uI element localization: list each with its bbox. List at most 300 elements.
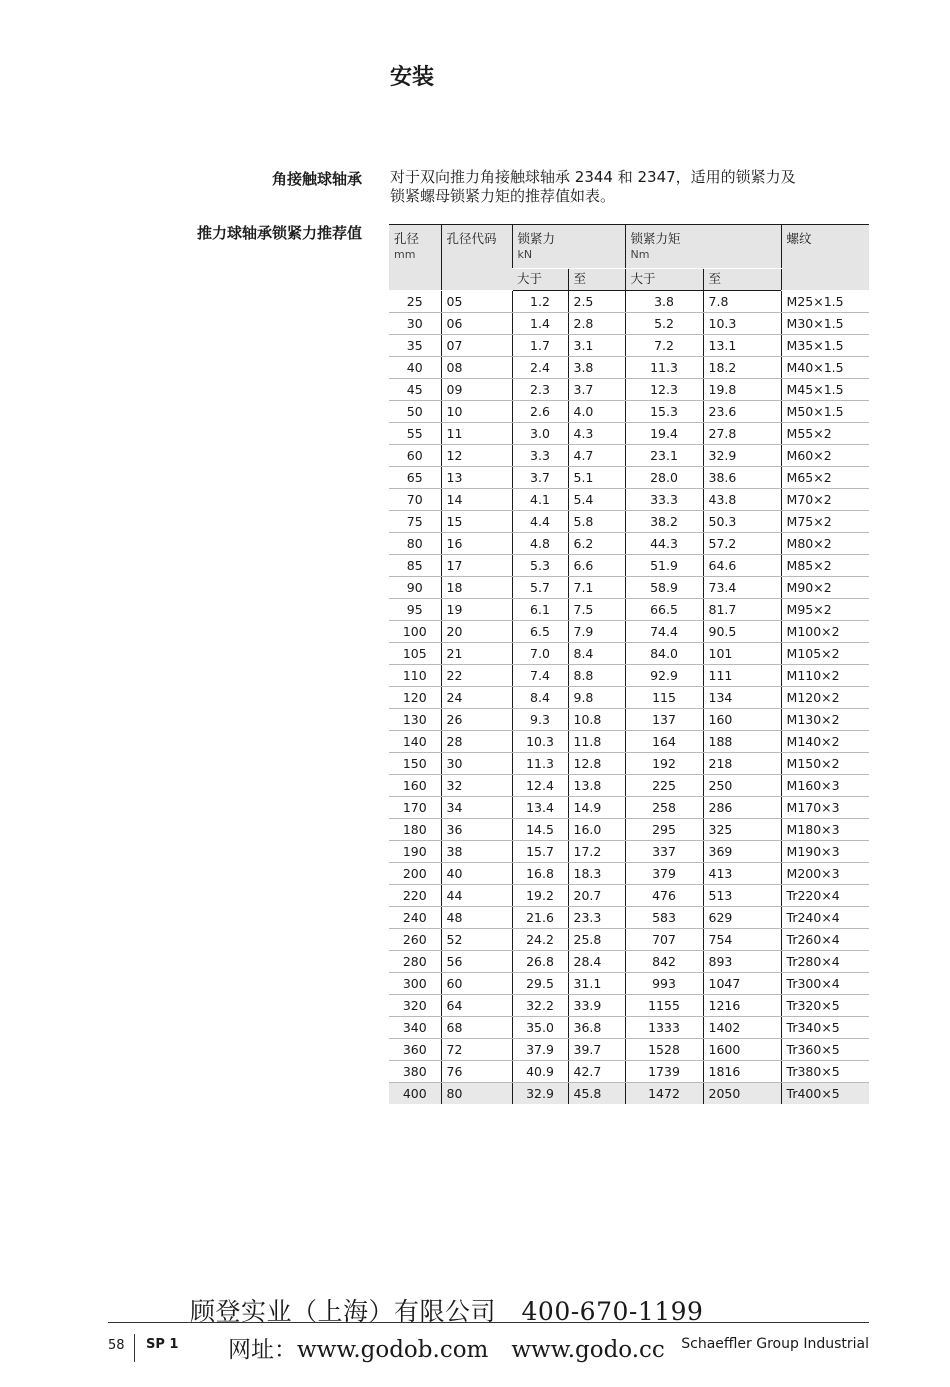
cell-torque-over: 993 bbox=[625, 973, 703, 995]
cell-thread: M35×1.5 bbox=[781, 335, 869, 357]
cell-torque-to: 73.4 bbox=[703, 577, 781, 599]
cell-force-to: 2.8 bbox=[568, 313, 625, 335]
footer-divider bbox=[108, 1322, 869, 1323]
cell-thread: M95×2 bbox=[781, 599, 869, 621]
cell-bore: 75 bbox=[389, 511, 441, 533]
cell-thread: Tr340×5 bbox=[781, 1017, 869, 1039]
cell-force-to: 31.1 bbox=[568, 973, 625, 995]
cell-force-over: 1.7 bbox=[512, 335, 568, 357]
cell-torque-over: 38.2 bbox=[625, 511, 703, 533]
cell-bore: 50 bbox=[389, 401, 441, 423]
cell-force-to: 23.3 bbox=[568, 907, 625, 929]
cell-force-over: 35.0 bbox=[512, 1017, 568, 1039]
cell-thread: M30×1.5 bbox=[781, 313, 869, 335]
table-body bbox=[389, 291, 869, 1105]
cell-bore-code: 26 bbox=[441, 709, 512, 731]
cell-torque-to: 32.9 bbox=[703, 445, 781, 467]
cell-force-over: 21.6 bbox=[512, 907, 568, 929]
cell-torque-over: 842 bbox=[625, 951, 703, 973]
cell-torque-to: 1216 bbox=[703, 995, 781, 1017]
cell-thread: M200×3 bbox=[781, 863, 869, 885]
cell-thread: M50×1.5 bbox=[781, 401, 869, 423]
cell-bore-code: 72 bbox=[441, 1039, 512, 1061]
cell-torque-to: 413 bbox=[703, 863, 781, 885]
cell-bore: 200 bbox=[389, 863, 441, 885]
cell-force-over: 7.4 bbox=[512, 665, 568, 687]
cell-torque-over: 164 bbox=[625, 731, 703, 753]
cell-force-over: 5.3 bbox=[512, 555, 568, 577]
cell-force-to: 18.3 bbox=[568, 863, 625, 885]
cell-torque-to: 134 bbox=[703, 687, 781, 709]
cell-force-over: 3.3 bbox=[512, 445, 568, 467]
header-locking-torque bbox=[625, 225, 781, 269]
cell-bore: 240 bbox=[389, 907, 441, 929]
table-row bbox=[389, 1039, 869, 1061]
cell-thread: M150×2 bbox=[781, 753, 869, 775]
table-row bbox=[389, 1017, 869, 1039]
cell-torque-to: 1402 bbox=[703, 1017, 781, 1039]
cell-torque-over: 137 bbox=[625, 709, 703, 731]
cell-force-over: 3.0 bbox=[512, 423, 568, 445]
cell-torque-to: 43.8 bbox=[703, 489, 781, 511]
cell-torque-over: 33.3 bbox=[625, 489, 703, 511]
cell-force-over: 9.3 bbox=[512, 709, 568, 731]
cell-force-to: 8.8 bbox=[568, 665, 625, 687]
cell-bore-code: 17 bbox=[441, 555, 512, 577]
cell-torque-to: 19.8 bbox=[703, 379, 781, 401]
cell-force-to: 3.1 bbox=[568, 335, 625, 357]
cell-bore-code: 16 bbox=[441, 533, 512, 555]
cell-force-over: 1.4 bbox=[512, 313, 568, 335]
cell-thread: M80×2 bbox=[781, 533, 869, 555]
cell-bore-code: 14 bbox=[441, 489, 512, 511]
cell-force-to: 13.8 bbox=[568, 775, 625, 797]
cell-bore: 320 bbox=[389, 995, 441, 1017]
cell-force-to: 4.3 bbox=[568, 423, 625, 445]
cell-thread: M60×2 bbox=[781, 445, 869, 467]
cell-bore: 35 bbox=[389, 335, 441, 357]
cell-torque-over: 1472 bbox=[625, 1083, 703, 1105]
cell-force-over: 10.3 bbox=[512, 731, 568, 753]
cell-thread: Tr400×5 bbox=[781, 1083, 869, 1105]
cell-force-over: 14.5 bbox=[512, 819, 568, 841]
cell-torque-to: 2050 bbox=[703, 1083, 781, 1105]
cell-bore: 25 bbox=[389, 291, 441, 313]
cell-force-over: 2.4 bbox=[512, 357, 568, 379]
cell-torque-over: 28.0 bbox=[625, 467, 703, 489]
cell-torque-to: 13.1 bbox=[703, 335, 781, 357]
header-torque-over: 大于 bbox=[625, 269, 703, 291]
cell-bore-code: 21 bbox=[441, 643, 512, 665]
cell-force-to: 39.7 bbox=[568, 1039, 625, 1061]
header-torque-unit: Nm bbox=[630, 248, 650, 261]
cell-thread: M65×2 bbox=[781, 467, 869, 489]
cell-torque-to: 286 bbox=[703, 797, 781, 819]
cell-bore-code: 68 bbox=[441, 1017, 512, 1039]
table-row bbox=[389, 951, 869, 973]
cell-force-over: 16.8 bbox=[512, 863, 568, 885]
table-row bbox=[389, 797, 869, 819]
cell-thread: M160×3 bbox=[781, 775, 869, 797]
section-label-locking-force: 推力球轴承锁紧力推荐值 bbox=[196, 224, 362, 242]
cell-thread: Tr240×4 bbox=[781, 907, 869, 929]
cell-bore-code: 30 bbox=[441, 753, 512, 775]
cell-bore-code: 48 bbox=[441, 907, 512, 929]
cell-bore-code: 38 bbox=[441, 841, 512, 863]
cell-force-over: 5.7 bbox=[512, 577, 568, 599]
cell-thread: M130×2 bbox=[781, 709, 869, 731]
cell-force-to: 6.2 bbox=[568, 533, 625, 555]
header-locking-force bbox=[512, 225, 625, 269]
cell-force-over: 13.4 bbox=[512, 797, 568, 819]
table-row bbox=[389, 973, 869, 995]
series-label: SP 1 bbox=[146, 1337, 179, 1352]
cell-torque-over: 1528 bbox=[625, 1039, 703, 1061]
cell-torque-to: 111 bbox=[703, 665, 781, 687]
table-row bbox=[389, 599, 869, 621]
cell-force-over: 2.6 bbox=[512, 401, 568, 423]
header-bore-label: 孔径 bbox=[394, 231, 420, 246]
cell-bore-code: 52 bbox=[441, 929, 512, 951]
cell-torque-over: 15.3 bbox=[625, 401, 703, 423]
cell-bore-code: 19 bbox=[441, 599, 512, 621]
cell-bore-code: 09 bbox=[441, 379, 512, 401]
cell-torque-over: 92.9 bbox=[625, 665, 703, 687]
cell-bore-code: 06 bbox=[441, 313, 512, 335]
cell-bore-code: 07 bbox=[441, 335, 512, 357]
footer-brand: Schaeffler Group Industrial bbox=[681, 1336, 869, 1352]
header-force-unit: kN bbox=[517, 248, 533, 261]
header-force-label: 锁紧力 bbox=[517, 231, 556, 246]
cell-thread: M110×2 bbox=[781, 665, 869, 687]
cell-torque-over: 23.1 bbox=[625, 445, 703, 467]
cell-thread: Tr300×4 bbox=[781, 973, 869, 995]
cell-bore-code: 56 bbox=[441, 951, 512, 973]
cell-thread: M100×2 bbox=[781, 621, 869, 643]
cell-torque-over: 58.9 bbox=[625, 577, 703, 599]
cell-torque-to: 7.8 bbox=[703, 291, 781, 313]
header-torque-to: 至 bbox=[703, 269, 781, 291]
cell-torque-over: 258 bbox=[625, 797, 703, 819]
table-row bbox=[389, 313, 869, 335]
footer-company: 顾登实业（上海）有限公司 400-670-1199 bbox=[190, 1297, 704, 1326]
cell-bore-code: 05 bbox=[441, 291, 512, 313]
cell-torque-to: 57.2 bbox=[703, 533, 781, 555]
cell-thread: M70×2 bbox=[781, 489, 869, 511]
cell-bore-code: 44 bbox=[441, 885, 512, 907]
header-force-to: 至 bbox=[568, 269, 625, 291]
cell-force-over: 2.3 bbox=[512, 379, 568, 401]
cell-torque-over: 295 bbox=[625, 819, 703, 841]
header-torque-label: 锁紧力矩 bbox=[630, 231, 681, 246]
cell-torque-over: 1155 bbox=[625, 995, 703, 1017]
cell-bore-code: 34 bbox=[441, 797, 512, 819]
cell-force-to: 10.8 bbox=[568, 709, 625, 731]
cell-thread: M25×1.5 bbox=[781, 291, 869, 313]
table-row bbox=[389, 819, 869, 841]
cell-bore-code: 36 bbox=[441, 819, 512, 841]
cell-torque-to: 369 bbox=[703, 841, 781, 863]
cell-force-to: 11.8 bbox=[568, 731, 625, 753]
cell-bore: 220 bbox=[389, 885, 441, 907]
cell-thread: M40×1.5 bbox=[781, 357, 869, 379]
cell-force-over: 4.8 bbox=[512, 533, 568, 555]
intro-paragraph bbox=[390, 168, 860, 206]
cell-force-to: 25.8 bbox=[568, 929, 625, 951]
cell-bore-code: 10 bbox=[441, 401, 512, 423]
table-row bbox=[389, 907, 869, 929]
cell-thread: Tr220×4 bbox=[781, 885, 869, 907]
cell-torque-over: 379 bbox=[625, 863, 703, 885]
cell-bore: 45 bbox=[389, 379, 441, 401]
cell-torque-to: 27.8 bbox=[703, 423, 781, 445]
cell-force-over: 32.9 bbox=[512, 1083, 568, 1105]
table-row bbox=[389, 885, 869, 907]
cell-force-over: 1.2 bbox=[512, 291, 568, 313]
table-row bbox=[389, 1083, 869, 1105]
cell-force-to: 12.8 bbox=[568, 753, 625, 775]
cell-bore: 70 bbox=[389, 489, 441, 511]
cell-force-to: 14.9 bbox=[568, 797, 625, 819]
cell-torque-to: 893 bbox=[703, 951, 781, 973]
cell-thread: M90×2 bbox=[781, 577, 869, 599]
cell-thread: Tr320×5 bbox=[781, 995, 869, 1017]
cell-force-to: 7.1 bbox=[568, 577, 625, 599]
cell-bore-code: 60 bbox=[441, 973, 512, 995]
cell-force-over: 40.9 bbox=[512, 1061, 568, 1083]
cell-torque-to: 1816 bbox=[703, 1061, 781, 1083]
cell-torque-over: 44.3 bbox=[625, 533, 703, 555]
table-row bbox=[389, 357, 869, 379]
cell-thread: Tr360×5 bbox=[781, 1039, 869, 1061]
cell-force-to: 28.4 bbox=[568, 951, 625, 973]
cell-torque-to: 38.6 bbox=[703, 467, 781, 489]
cell-bore-code: 15 bbox=[441, 511, 512, 533]
table-row bbox=[389, 577, 869, 599]
cell-bore: 30 bbox=[389, 313, 441, 335]
table-row bbox=[389, 665, 869, 687]
cell-force-to: 3.8 bbox=[568, 357, 625, 379]
cell-bore: 180 bbox=[389, 819, 441, 841]
header-bore-unit: mm bbox=[394, 248, 416, 261]
cell-torque-over: 84.0 bbox=[625, 643, 703, 665]
page-title: 安装 bbox=[390, 65, 435, 90]
cell-bore-code: 18 bbox=[441, 577, 512, 599]
cell-bore-code: 80 bbox=[441, 1083, 512, 1105]
table-row bbox=[389, 775, 869, 797]
header-bore bbox=[389, 225, 441, 291]
cell-force-to: 4.0 bbox=[568, 401, 625, 423]
cell-force-to: 4.7 bbox=[568, 445, 625, 467]
cell-bore-code: 40 bbox=[441, 863, 512, 885]
table-row bbox=[389, 511, 869, 533]
cell-torque-over: 337 bbox=[625, 841, 703, 863]
cell-bore: 260 bbox=[389, 929, 441, 951]
cell-bore: 400 bbox=[389, 1083, 441, 1105]
table-row bbox=[389, 687, 869, 709]
cell-bore: 170 bbox=[389, 797, 441, 819]
cell-torque-to: 218 bbox=[703, 753, 781, 775]
cell-thread: M180×3 bbox=[781, 819, 869, 841]
cell-force-over: 26.8 bbox=[512, 951, 568, 973]
cell-force-to: 7.5 bbox=[568, 599, 625, 621]
cell-thread: Tr280×4 bbox=[781, 951, 869, 973]
table-row bbox=[389, 1061, 869, 1083]
cell-torque-to: 64.6 bbox=[703, 555, 781, 577]
cell-bore: 150 bbox=[389, 753, 441, 775]
cell-torque-over: 11.3 bbox=[625, 357, 703, 379]
cell-torque-over: 51.9 bbox=[625, 555, 703, 577]
cell-force-to: 36.8 bbox=[568, 1017, 625, 1039]
cell-torque-over: 192 bbox=[625, 753, 703, 775]
cell-thread: M190×3 bbox=[781, 841, 869, 863]
cell-bore-code: 76 bbox=[441, 1061, 512, 1083]
cell-torque-to: 81.7 bbox=[703, 599, 781, 621]
cell-bore: 60 bbox=[389, 445, 441, 467]
cell-bore: 160 bbox=[389, 775, 441, 797]
cell-torque-over: 225 bbox=[625, 775, 703, 797]
cell-bore: 105 bbox=[389, 643, 441, 665]
cell-force-to: 6.6 bbox=[568, 555, 625, 577]
cell-force-over: 7.0 bbox=[512, 643, 568, 665]
cell-bore-code: 11 bbox=[441, 423, 512, 445]
cell-force-to: 42.7 bbox=[568, 1061, 625, 1083]
table-row bbox=[389, 555, 869, 577]
cell-force-to: 5.4 bbox=[568, 489, 625, 511]
cell-force-over: 19.2 bbox=[512, 885, 568, 907]
table-row bbox=[389, 643, 869, 665]
cell-torque-over: 1333 bbox=[625, 1017, 703, 1039]
cell-bore-code: 32 bbox=[441, 775, 512, 797]
cell-torque-to: 18.2 bbox=[703, 357, 781, 379]
cell-thread: M75×2 bbox=[781, 511, 869, 533]
cell-torque-over: 707 bbox=[625, 929, 703, 951]
cell-bore: 120 bbox=[389, 687, 441, 709]
cell-force-to: 7.9 bbox=[568, 621, 625, 643]
cell-force-to: 5.8 bbox=[568, 511, 625, 533]
table-row bbox=[389, 863, 869, 885]
cell-torque-to: 23.6 bbox=[703, 401, 781, 423]
cell-torque-to: 250 bbox=[703, 775, 781, 797]
cell-bore-code: 28 bbox=[441, 731, 512, 753]
cell-force-over: 15.7 bbox=[512, 841, 568, 863]
cell-bore-code: 12 bbox=[441, 445, 512, 467]
cell-torque-to: 160 bbox=[703, 709, 781, 731]
cell-torque-to: 10.3 bbox=[703, 313, 781, 335]
cell-force-to: 33.9 bbox=[568, 995, 625, 1017]
cell-bore: 360 bbox=[389, 1039, 441, 1061]
intro-line: 锁紧螺母锁紧力矩的推荐值如表。 bbox=[390, 187, 616, 205]
cell-torque-over: 115 bbox=[625, 687, 703, 709]
cell-torque-to: 513 bbox=[703, 885, 781, 907]
cell-thread: M85×2 bbox=[781, 555, 869, 577]
cell-bore-code: 22 bbox=[441, 665, 512, 687]
table-row bbox=[389, 731, 869, 753]
cell-torque-to: 1047 bbox=[703, 973, 781, 995]
table-row bbox=[389, 995, 869, 1017]
cell-thread: M105×2 bbox=[781, 643, 869, 665]
cell-force-over: 11.3 bbox=[512, 753, 568, 775]
cell-force-over: 32.2 bbox=[512, 995, 568, 1017]
page-number: 58 bbox=[108, 1338, 125, 1353]
table-row bbox=[389, 841, 869, 863]
cell-torque-over: 7.2 bbox=[625, 335, 703, 357]
table-row bbox=[389, 291, 869, 313]
cell-bore: 140 bbox=[389, 731, 441, 753]
cell-torque-over: 74.4 bbox=[625, 621, 703, 643]
header-force-over: 大于 bbox=[512, 269, 568, 291]
table-row bbox=[389, 335, 869, 357]
cell-bore-code: 13 bbox=[441, 467, 512, 489]
cell-bore: 40 bbox=[389, 357, 441, 379]
cell-bore-code: 64 bbox=[441, 995, 512, 1017]
cell-thread: M140×2 bbox=[781, 731, 869, 753]
cell-torque-to: 50.3 bbox=[703, 511, 781, 533]
cell-bore-code: 08 bbox=[441, 357, 512, 379]
cell-force-over: 37.9 bbox=[512, 1039, 568, 1061]
cell-torque-over: 66.5 bbox=[625, 599, 703, 621]
cell-bore: 380 bbox=[389, 1061, 441, 1083]
table-row bbox=[389, 533, 869, 555]
cell-bore: 80 bbox=[389, 533, 441, 555]
cell-torque-to: 90.5 bbox=[703, 621, 781, 643]
cell-bore: 340 bbox=[389, 1017, 441, 1039]
table-row bbox=[389, 379, 869, 401]
cell-torque-to: 1600 bbox=[703, 1039, 781, 1061]
cell-torque-over: 476 bbox=[625, 885, 703, 907]
cell-bore: 280 bbox=[389, 951, 441, 973]
cell-force-to: 8.4 bbox=[568, 643, 625, 665]
table-row bbox=[389, 753, 869, 775]
cell-bore: 55 bbox=[389, 423, 441, 445]
cell-torque-to: 754 bbox=[703, 929, 781, 951]
cell-bore: 85 bbox=[389, 555, 441, 577]
cell-bore: 110 bbox=[389, 665, 441, 687]
cell-force-to: 45.8 bbox=[568, 1083, 625, 1105]
cell-force-over: 8.4 bbox=[512, 687, 568, 709]
cell-force-over: 6.1 bbox=[512, 599, 568, 621]
cell-bore: 65 bbox=[389, 467, 441, 489]
cell-torque-to: 101 bbox=[703, 643, 781, 665]
cell-force-over: 29.5 bbox=[512, 973, 568, 995]
cell-torque-over: 583 bbox=[625, 907, 703, 929]
cell-thread: Tr260×4 bbox=[781, 929, 869, 951]
cell-torque-over: 19.4 bbox=[625, 423, 703, 445]
table-row bbox=[389, 467, 869, 489]
table-row bbox=[389, 929, 869, 951]
cell-force-over: 4.4 bbox=[512, 511, 568, 533]
header-bore-code: 孔径代码 bbox=[441, 225, 512, 291]
table-row bbox=[389, 489, 869, 511]
section-label-angular-contact: 角接触球轴承 bbox=[271, 170, 362, 188]
table-row bbox=[389, 423, 869, 445]
cell-bore: 95 bbox=[389, 599, 441, 621]
cell-thread: M120×2 bbox=[781, 687, 869, 709]
cell-bore: 100 bbox=[389, 621, 441, 643]
cell-torque-over: 1739 bbox=[625, 1061, 703, 1083]
cell-force-over: 6.5 bbox=[512, 621, 568, 643]
cell-torque-over: 3.8 bbox=[625, 291, 703, 313]
footer-website: 网址：www.godob.com www.godo.cc bbox=[228, 1337, 665, 1363]
cell-bore-code: 20 bbox=[441, 621, 512, 643]
table-row bbox=[389, 621, 869, 643]
cell-force-to: 17.2 bbox=[568, 841, 625, 863]
cell-thread: M45×1.5 bbox=[781, 379, 869, 401]
cell-bore: 190 bbox=[389, 841, 441, 863]
footer-separator bbox=[134, 1334, 135, 1362]
cell-force-to: 20.7 bbox=[568, 885, 625, 907]
cell-force-over: 24.2 bbox=[512, 929, 568, 951]
